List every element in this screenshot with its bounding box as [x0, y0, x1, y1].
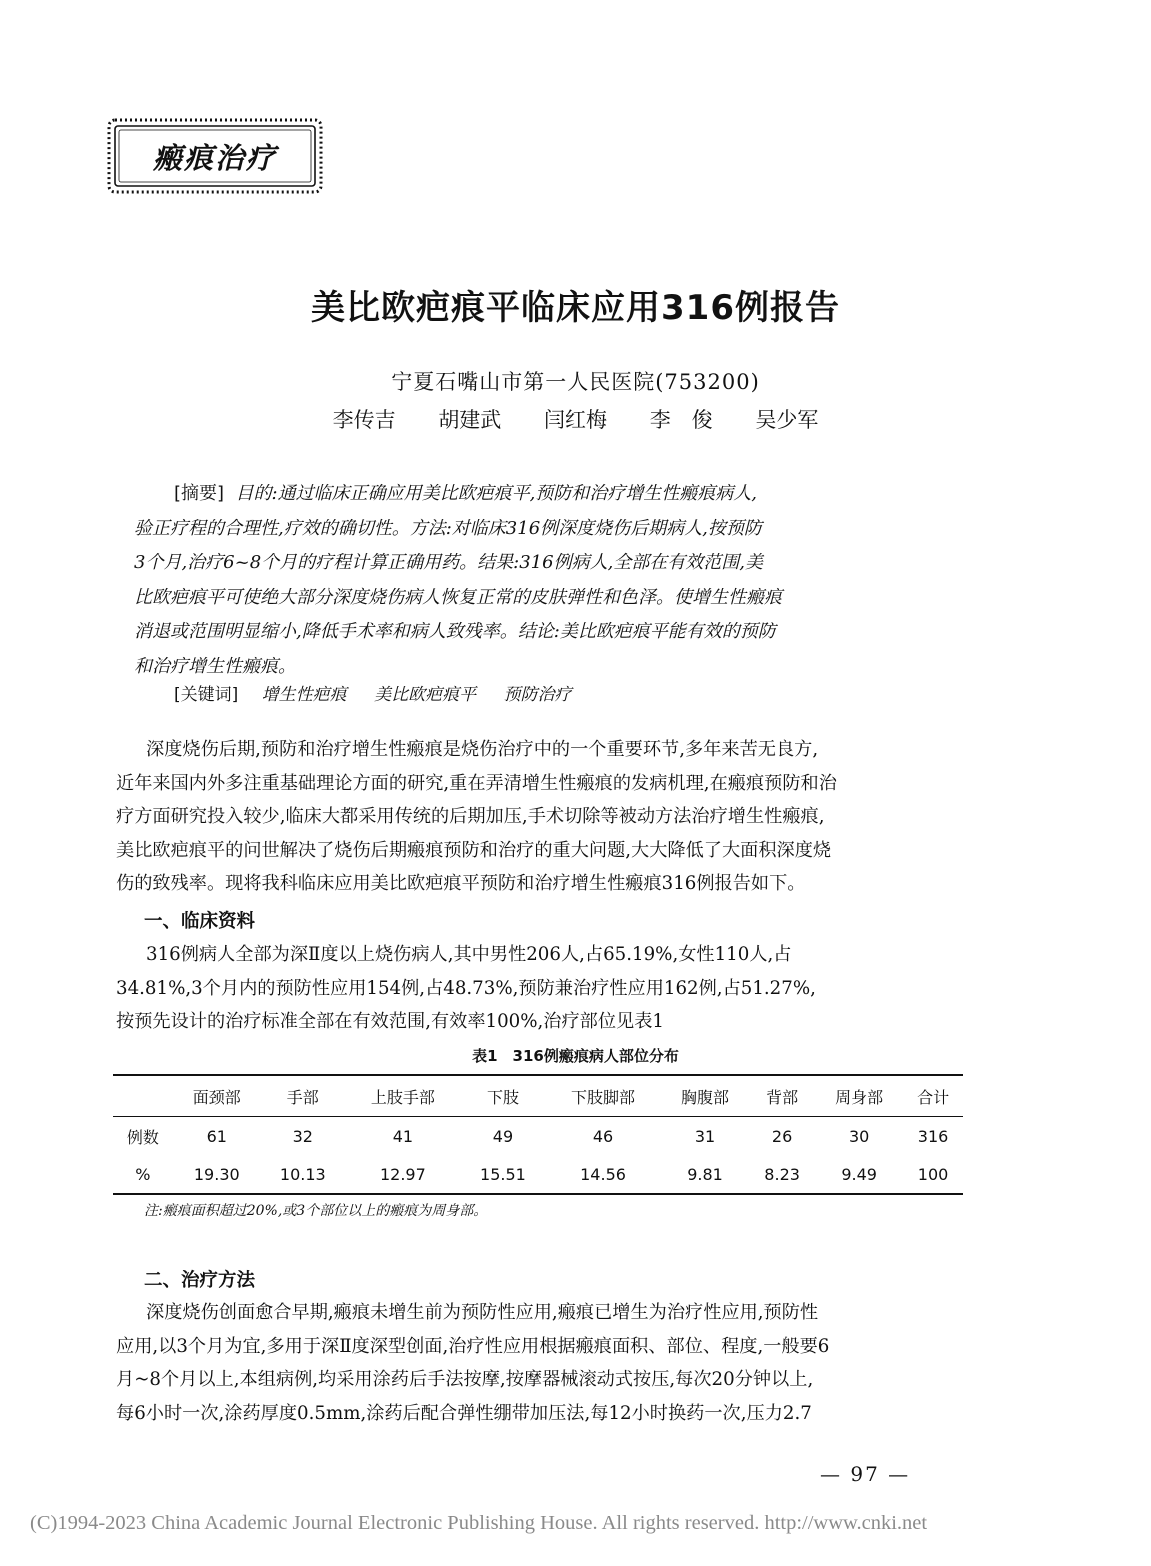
table-header-cell: 合计: [903, 1075, 963, 1117]
section-heading: 一、临床资料: [144, 911, 256, 932]
author-name: 胡建武: [438, 408, 502, 432]
author-name: 李传吉: [332, 408, 396, 432]
body-line: 伤的致残率。现将我科临床应用美比欧疤痕平预防和治疗增生性瘢痕316例报告如下。: [116, 873, 806, 894]
section-badge: [106, 117, 324, 195]
table-header-cell: 背部: [749, 1075, 815, 1117]
table-header-row: [113, 1075, 963, 1117]
table-cell: 10.13: [261, 1155, 345, 1194]
intro-paragraph: [116, 733, 966, 901]
table-caption: 表1 316例瘢痕病人部位分布: [472, 1047, 679, 1065]
abstract-line: 验正疗程的合理性,疗效的确切性。方法:对临床316例深度烧伤后期病人,按预防: [134, 517, 762, 539]
table-cell: 26: [771, 1126, 793, 1146]
body-line: 月~8个月以上,本组病例,均采用涂药后手法按摩,按摩器械滚动式按压,每次20分钟以上,: [116, 1369, 814, 1390]
table-row: [113, 1155, 963, 1194]
table-header-cell: 面颈部: [173, 1075, 261, 1117]
table-cell: 30: [848, 1126, 870, 1146]
keyword: 美比欧疤痕平: [374, 685, 477, 705]
keywords-label: [关键词]: [174, 685, 239, 705]
author-affiliation: 宁夏石嘴山市第一人民医院(753200): [391, 370, 760, 394]
body-line: 深度烧伤创面愈合早期,瘢痕未增生前为预防性应用,瘢痕已增生为治疗性应用,预防性: [146, 1302, 819, 1323]
abstract-line: 和治疗增生性瘢痕。: [134, 655, 296, 677]
author-name: 李 俊: [649, 408, 713, 432]
table-cell: 316: [917, 1126, 949, 1146]
table-header-cell: 胸腹部: [661, 1075, 749, 1117]
table-cell: 9.81: [661, 1155, 749, 1194]
body-line: 近年来国内外多注重基础理论方面的研究,重在弄清增生性瘢痕的发病机理,在瘢痕预防和治: [116, 772, 837, 794]
keyword: 预防治疗: [503, 685, 572, 705]
table-cell: 9.49: [815, 1155, 903, 1194]
copyright-footer: (C)1994-2023 China Academic Journal Electronic Publishing House. All rights reserved. http://www.cnki.net: [30, 1512, 928, 1534]
page-number: — 97 —: [820, 1462, 911, 1486]
abstract-label: [摘要]: [174, 483, 225, 504]
author-name: 闫红梅: [544, 408, 607, 432]
body-line: 316例病人全部为深Ⅱ度以上烧伤病人,其中男性206人,占65.19%,女性110人,占: [146, 944, 792, 965]
section1-paragraph: [116, 938, 966, 1039]
table-header-cell: 手部: [261, 1075, 345, 1117]
body-line: 美比欧疤痕平的问世解决了烧伤后期瘢痕预防和治疗的重大问题,大大降低了大面积深度烧: [116, 839, 832, 861]
abstract-line: [摘要] 目的:通过临床正确应用美比欧疤痕平,预防和治疗增生性瘢痕病人,: [174, 483, 758, 504]
table-cell: 例数: [126, 1127, 159, 1147]
table-cell: 49: [492, 1126, 514, 1146]
body-line: 疗方面研究投入较少,临床大都采用传统的后期加压,手术切除等被动方法治疗增生性瘢痕,: [116, 806, 825, 827]
table-cell: 15.51: [461, 1155, 545, 1194]
table-cell: 14.56: [545, 1155, 661, 1194]
table-cell: 41: [392, 1126, 414, 1146]
table-cell: 61: [206, 1126, 227, 1146]
body-line: 深度烧伤后期,预防和治疗增生性瘢痕是烧伤治疗中的一个重要环节,多年来苦无良方,: [146, 739, 819, 760]
section-heading: 二、治疗方法: [144, 1270, 256, 1291]
abstract-line: 消退或范围明显缩小,降低手术率和病人致残率。结论:美比欧疤痕平能有效的预防: [134, 621, 776, 642]
table-note: 注:瘢痕面积超过20%,或3个部位以上的瘢痕为周身部。: [144, 1203, 488, 1219]
body-line: 每6小时一次,涂药厚度0.5mm,涂药后配合弹性绷带加压法,每12小时换药一次,压力2.7: [116, 1402, 812, 1424]
table-header-cell: 周身部: [815, 1075, 903, 1117]
table-header-cell: 下肢: [461, 1075, 545, 1117]
abstract-line: 比欧疤痕平可使绝大部分深度烧伤病人恢复正常的皮肤弹性和色泽。使增生性瘢痕: [134, 586, 782, 608]
table-cell: 8.23: [749, 1155, 815, 1194]
table-cell: 19.30: [173, 1155, 261, 1194]
author-list: [0, 404, 1151, 434]
keywords: [174, 680, 934, 705]
keyword: 增生性疤痕: [261, 685, 347, 705]
abstract-line: 3个月,治疗6~8个月的疗程计算正确用药。结果:316例病人,全部在有效范围,美: [134, 552, 764, 573]
table-cell: 31: [694, 1126, 716, 1146]
body-line: 应用,以3个月为宜,多用于深Ⅱ度深型创面,治疗性应用根据瘢痕面积、部位、程度,一般要6: [116, 1335, 830, 1357]
table-header-cell: 上肢手部: [345, 1075, 461, 1117]
article-title: 美比欧疤痕平临床应用316例报告: [311, 288, 840, 328]
section-badge-label: 瘢痕治疗: [152, 140, 277, 175]
table-cell: 12.97: [345, 1155, 461, 1194]
section2-paragraph: [116, 1296, 966, 1430]
data-table: [113, 1074, 963, 1195]
body-line: 按预先设计的治疗标准全部在有效范围,有效率100%,治疗部位见表1: [116, 1011, 665, 1032]
abstract: [134, 477, 934, 684]
body-line: 34.81%,3个月内的预防性应用154例,占48.73%,预防兼治疗性应用162例,占51.27%,: [116, 977, 816, 999]
table-row: [113, 1117, 963, 1156]
table-cell: %: [113, 1155, 173, 1194]
table-header-cell: 下肢脚部: [545, 1075, 661, 1117]
table-cell: 100: [903, 1155, 963, 1194]
table-cell: 46: [592, 1126, 614, 1146]
author-name: 吴少军: [755, 408, 819, 432]
table-header-cell: [113, 1075, 173, 1117]
table-cell: 32: [292, 1126, 313, 1146]
